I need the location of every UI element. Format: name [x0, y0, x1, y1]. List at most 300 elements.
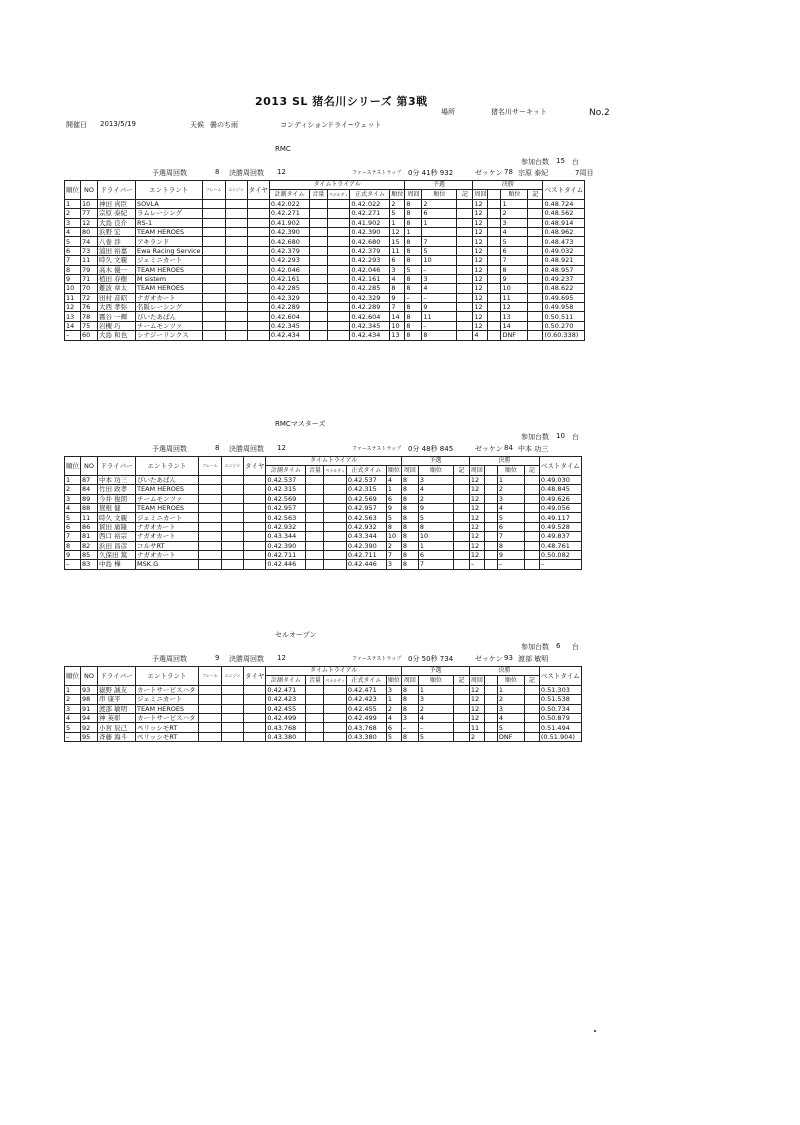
final-laps-cell: –	[469, 560, 484, 569]
best-time-cell: 0.49.958	[543, 303, 585, 312]
frame-cell	[199, 695, 222, 704]
rank-cell: 8	[65, 541, 81, 550]
col-final-laps: 周回	[470, 466, 483, 474]
heat-note-cell	[457, 312, 473, 321]
heat-rank-cell: 10	[418, 532, 453, 541]
heat-rank-cell: 8	[422, 331, 457, 340]
table-row	[65, 237, 585, 246]
final-note-cell	[528, 303, 543, 312]
driver-cell: 田村 音昭	[98, 293, 136, 302]
tire-cell	[247, 237, 269, 246]
col-final-note: 記	[524, 466, 539, 475]
heat-rank-cell: 3	[422, 274, 457, 283]
engine-cell	[222, 494, 244, 503]
entrant-cell: チームモンツァ	[136, 494, 199, 503]
heat-laps-cell: 8	[405, 321, 422, 330]
col-scale: 音量	[306, 676, 324, 685]
final-laps-cell: 4	[473, 331, 488, 340]
final-rank-cell: 3	[501, 218, 528, 227]
engine-cell	[225, 293, 247, 302]
final-note-cell	[528, 199, 543, 208]
engine-cell	[222, 532, 244, 541]
page-title: 2013 SL 猪名川シリーズ 第3戦	[255, 95, 428, 108]
scale-cell	[309, 274, 327, 283]
col-rank: 順位	[65, 181, 81, 200]
final-laps-cell: 12	[469, 475, 484, 484]
heat-laps-cell: 8	[401, 550, 418, 559]
heat-laps-value: 8	[215, 444, 220, 452]
frame-cell	[199, 485, 222, 494]
heat-note-cell	[457, 218, 473, 227]
entries-value: 10	[556, 432, 565, 440]
car-no-cell: 60	[81, 331, 98, 340]
heat-laps-cell: 8	[401, 494, 418, 503]
engine-cell	[222, 513, 244, 522]
driver-cell: 岩槻 巧	[98, 321, 136, 330]
official-time-cell: 0.42.390	[346, 541, 386, 550]
entrant-cell: ぴいたあぱん	[136, 312, 203, 321]
col-timetrial: タイムトライアル	[269, 181, 405, 190]
final-note-cell	[524, 560, 539, 569]
final-laps-cell: 12	[473, 246, 488, 255]
car-no-cell: 73	[81, 246, 98, 255]
car-no-cell: 71	[81, 274, 98, 283]
heat-note-cell	[453, 732, 469, 741]
final-rank-cell: 9	[497, 550, 524, 559]
measured-time-cell: 0.42.434	[269, 331, 309, 340]
heat-rank-cell: 5	[418, 513, 453, 522]
entrant-cell: ラムレーシング	[136, 209, 203, 218]
car-no-cell: 77	[81, 209, 98, 218]
driver-cell: 小宮 辰己	[98, 723, 136, 732]
official-time-cell: 0.42.329	[350, 293, 390, 302]
engine-cell	[225, 227, 247, 236]
final-laps-cell: 11	[469, 723, 484, 732]
engine-cell	[225, 312, 247, 321]
col-heat-note: 記	[453, 676, 469, 685]
heat-note-cell	[453, 685, 469, 694]
scale-cell	[306, 541, 324, 550]
frame-cell	[202, 237, 225, 246]
heat-note-cell	[457, 237, 473, 246]
engine-cell	[225, 246, 247, 255]
fastest-no: 84	[504, 444, 513, 452]
tt-rank-cell: 3	[386, 685, 401, 694]
final-rank-cell: DNF	[501, 331, 528, 340]
engine-cell	[222, 541, 244, 550]
scale-cell	[309, 293, 327, 302]
fastest-lap-label: ファーステストラップ	[352, 170, 402, 176]
official-time-cell: 0.42.446	[346, 560, 386, 569]
rank-cell: 1	[65, 475, 81, 484]
heat-laps-cell: 8	[401, 695, 418, 704]
col-final: 決勝	[469, 667, 539, 676]
final-rank-cell: –	[497, 560, 524, 569]
driver-cell: 八巻 渉	[98, 237, 136, 246]
driver-cell: 嶽野 誠友	[98, 685, 136, 694]
best-time-cell: 0.49.117	[539, 513, 581, 522]
measured-time-cell: 0.42.957	[266, 503, 306, 512]
col-final-laps: 周回	[474, 190, 487, 198]
final-blank-cell	[484, 695, 497, 704]
heat-note-cell	[457, 284, 473, 293]
final-note-cell	[528, 274, 543, 283]
tire-cell	[247, 199, 269, 208]
tt-rank-cell: 15	[390, 237, 405, 246]
best-time-cell: 0.49.032	[543, 246, 585, 255]
col-entrant: エントラント	[136, 667, 199, 686]
scale-cell	[306, 494, 324, 503]
scale-cell	[306, 532, 324, 541]
tt-rank-cell: 3	[386, 560, 401, 569]
heat-rank-cell: 4	[418, 713, 453, 722]
final-laps-label: 決勝周回数	[229, 655, 264, 663]
entrant-cell: RS-1	[136, 218, 203, 227]
final-blank-cell	[484, 485, 497, 494]
driver-cell: 大西 孝弥	[98, 303, 136, 312]
tire-cell	[244, 560, 266, 569]
final-laps-cell: 12	[469, 685, 484, 694]
condition-label: コンディション	[280, 121, 329, 129]
fastest-driver: 渡部 敏明	[518, 655, 549, 663]
rank-cell: 4	[65, 713, 81, 722]
final-note-cell	[524, 522, 539, 531]
col-rank: 順位	[65, 457, 81, 476]
heat-rank-cell: 10	[422, 256, 457, 265]
best-time-cell: 0.49.837	[539, 532, 581, 541]
table-row	[65, 513, 582, 522]
final-blank-cell	[488, 256, 501, 265]
entrant-cell: シナジーリンクス	[136, 331, 203, 340]
tire-cell	[244, 513, 266, 522]
best-time-cell: 0.50.879	[539, 713, 581, 722]
heat-laps-cell: 8	[405, 312, 422, 321]
driver-cell: 植田 春樹	[98, 274, 136, 283]
best-time-cell: 0.48.962	[543, 227, 585, 236]
best-time-cell: (0.51.904)	[539, 732, 581, 741]
heat-note-cell	[457, 256, 473, 265]
driver-cell: 宗原 泰紀	[98, 209, 136, 218]
car-no-cell: 84	[81, 485, 98, 494]
tire-cell	[247, 246, 269, 255]
col-final-blank	[488, 190, 501, 199]
tt-rank-cell: 3	[390, 265, 405, 274]
heat-laps-cell: 8	[401, 532, 418, 541]
scale-cell	[306, 475, 324, 484]
car-no-cell: 91	[81, 704, 98, 713]
driver-cell: 竹田 政孝	[98, 485, 136, 494]
final-blank-cell	[488, 274, 501, 283]
col-heat-note: 記	[453, 466, 469, 475]
tt-rank-cell: 11	[390, 246, 405, 255]
final-note-cell	[528, 209, 543, 218]
entrant-cell: ジェミニカート	[136, 256, 203, 265]
rank-cell: 10	[65, 284, 81, 293]
engine-cell	[225, 237, 247, 246]
rank-cell: 2	[65, 695, 81, 704]
frame-cell	[199, 503, 222, 512]
car-no-cell: 10	[81, 199, 98, 208]
official-time-cell: 0.42.680	[350, 237, 390, 246]
best-time-cell: 0.48.473	[543, 237, 585, 246]
entrant-cell: ジェミニカート	[136, 513, 199, 522]
engine-cell	[225, 274, 247, 283]
final-rank-cell: 8	[497, 541, 524, 550]
table-row	[65, 713, 582, 722]
final-blank-cell	[488, 293, 501, 302]
heat-rank-cell: 4	[422, 284, 457, 293]
final-note-cell	[524, 685, 539, 694]
frame-cell	[202, 227, 225, 236]
entrant-cell: コルサRT	[136, 541, 199, 550]
scale-cell	[306, 485, 324, 494]
col-heat: 予選	[405, 181, 473, 190]
final-rank-cell: 3	[497, 494, 524, 503]
official-time-cell: 0.42.379	[350, 246, 390, 255]
col-best: ベストタイム	[539, 667, 581, 686]
penalty-cell	[324, 503, 346, 512]
heat-note-cell	[453, 550, 469, 559]
heat-note-cell	[453, 541, 469, 550]
heat-note-cell	[457, 246, 473, 255]
heat-laps-cell: 8	[405, 209, 422, 218]
entrant-cell: ジェミニカート	[136, 695, 199, 704]
official-time-cell: 0.42.271	[350, 209, 390, 218]
entrant-cell: 名阪レーシング	[136, 303, 203, 312]
table-row	[65, 265, 585, 274]
heat-laps-cell: 8	[401, 704, 418, 713]
tire-cell	[247, 274, 269, 283]
tt-rank-cell: 6	[386, 494, 401, 503]
heat-laps-cell: 8	[401, 485, 418, 494]
heat-laps-cell: 3	[401, 713, 418, 722]
rank-cell: 9	[65, 274, 81, 283]
official-time-cell: 0.42.289	[350, 303, 390, 312]
tt-rank-cell: 12	[390, 227, 405, 236]
tire-cell	[244, 522, 266, 531]
rank-cell: 2	[65, 485, 81, 494]
final-rank-cell: 1	[497, 685, 524, 694]
entrant-cell: TEAM HEROES	[136, 284, 203, 293]
rank-cell: 12	[65, 303, 81, 312]
frame-cell	[199, 494, 222, 503]
measured-time-cell: 0.42.022	[269, 199, 309, 208]
rank-cell: 3	[65, 494, 81, 503]
final-laps-cell: 12	[473, 303, 488, 312]
entrant-cell: ナガオカート	[136, 522, 199, 531]
final-laps-label: 決勝周回数	[229, 169, 264, 177]
final-blank-cell	[488, 237, 501, 246]
heat-laps-cell: –	[401, 723, 418, 732]
heat-rank-cell: –	[422, 265, 457, 274]
rank-cell: 5	[65, 237, 81, 246]
scale-cell	[309, 284, 327, 293]
best-time-cell: 0.49.056	[539, 503, 581, 512]
scale-cell	[306, 713, 324, 722]
tire-cell	[247, 227, 269, 236]
official-time-cell: 0.42.161	[350, 274, 390, 283]
final-note-cell	[524, 532, 539, 541]
col-engine: エンジン	[222, 457, 244, 476]
col-entrant: エントラント	[136, 457, 199, 476]
official-time-cell: 0.42.046	[350, 265, 390, 274]
final-rank-cell: 12	[501, 303, 528, 312]
final-rank-cell: 6	[497, 522, 524, 531]
penalty-cell	[324, 494, 346, 503]
measured-time-cell: 0.42.471	[266, 685, 306, 694]
car-no-cell: 11	[81, 256, 98, 265]
col-heat: 予選	[401, 667, 469, 676]
col-penalty: ペナルティ	[327, 190, 349, 199]
tire-cell	[244, 494, 266, 503]
heat-note-cell	[457, 331, 473, 340]
col-timetrial: タイムトライアル	[266, 457, 402, 466]
entrant-cell: カートサービスハタ	[136, 685, 199, 694]
tire-cell	[247, 303, 269, 312]
best-time-cell: 0.49.030	[539, 475, 581, 484]
driver-cell: 貿田 廣隆	[98, 522, 136, 531]
heat-laps-cell: 8	[401, 732, 418, 741]
measured-time-cell: 0.42.604	[269, 312, 309, 321]
engine-cell	[225, 303, 247, 312]
measured-time-cell: 0.42.390	[266, 541, 306, 550]
best-time-cell: –	[539, 560, 581, 569]
official-time-cell: 0.42.315	[346, 485, 386, 494]
col-timetrial: タイムトライアル	[266, 667, 402, 676]
col-heat-laps: 周回	[401, 676, 418, 685]
rank-cell: 5	[65, 723, 81, 732]
tt-rank-cell: 4	[386, 713, 401, 722]
final-laps-cell: 12	[473, 209, 488, 218]
frame-cell	[202, 246, 225, 255]
rank-cell: 4	[65, 227, 81, 236]
best-time-cell: 0.50.734	[539, 704, 581, 713]
final-laps-cell: 12	[469, 695, 484, 704]
heat-laps-cell: 8	[401, 513, 418, 522]
final-rank-cell: 8	[501, 265, 528, 274]
official-time-cell: 0.42.537	[346, 475, 386, 484]
frame-cell	[202, 321, 225, 330]
tire-cell	[244, 485, 266, 494]
col-no: NO	[81, 457, 98, 476]
col-final-rank: 順位	[497, 676, 524, 685]
frame-cell	[202, 209, 225, 218]
rank-cell: 5	[65, 513, 81, 522]
final-rank-cell: 2	[497, 485, 524, 494]
col-official: 正式タイム	[346, 676, 386, 685]
heat-laps-cell: 8	[401, 475, 418, 484]
final-rank-cell: 7	[501, 256, 528, 265]
car-no-cell: 78	[81, 312, 98, 321]
final-note-cell	[528, 331, 543, 340]
final-blank-cell	[488, 265, 501, 274]
best-time-cell: 0.49.626	[539, 494, 581, 503]
tt-rank-cell: 2	[386, 541, 401, 550]
penalty-cell	[327, 312, 349, 321]
entries-unit: 台	[572, 433, 579, 441]
tt-rank-cell: 1	[386, 695, 401, 704]
col-best: ベストタイム	[543, 181, 585, 200]
final-blank-cell	[484, 560, 497, 569]
heat-note-cell	[453, 723, 469, 732]
driver-cell: 大島 良介	[98, 218, 136, 227]
final-note-cell	[528, 293, 543, 302]
penalty-cell	[324, 695, 346, 704]
official-time-cell: 0.42.932	[346, 522, 386, 531]
engine-cell	[222, 713, 244, 722]
final-blank-cell	[488, 321, 501, 330]
table-row	[65, 695, 582, 704]
final-rank-cell: 4	[497, 713, 524, 722]
entrant-cell: ナガオカート	[136, 532, 199, 541]
scale-cell	[306, 503, 324, 512]
penalty-cell	[327, 246, 349, 255]
scale-cell	[306, 550, 324, 559]
driver-cell: 賀根 健	[98, 503, 136, 512]
car-no-cell: 88	[81, 503, 98, 512]
penalty-cell	[324, 485, 346, 494]
col-tt-rank: 順位	[387, 676, 400, 684]
final-note-cell	[524, 550, 539, 559]
final-note-cell	[524, 713, 539, 722]
car-no-cell: 89	[81, 494, 98, 503]
car-no-cell: 79	[81, 265, 98, 274]
table-row	[65, 503, 582, 512]
heat-note-cell	[453, 713, 469, 722]
penalty-cell	[327, 237, 349, 246]
car-no-cell: 74	[81, 237, 98, 246]
entrant-cell: TEAM HEROES	[136, 503, 199, 512]
scale-cell	[309, 321, 327, 330]
tire-cell	[244, 713, 266, 722]
final-laps-cell: 12	[473, 293, 488, 302]
heat-note-cell	[457, 274, 473, 283]
class-name: RMC	[275, 145, 291, 153]
official-time-cell: 0.42.499	[346, 713, 386, 722]
best-time-cell: 0.48.957	[543, 265, 585, 274]
penalty-cell	[324, 513, 346, 522]
final-note-cell	[524, 513, 539, 522]
heat-rank-cell: 11	[422, 312, 457, 321]
frame-cell	[199, 704, 222, 713]
best-time-cell: (0.60.338)	[543, 331, 585, 340]
table-row	[65, 704, 582, 713]
heat-laps-label: 予選周回数	[152, 445, 187, 453]
official-time-cell: 0.42.390	[350, 227, 390, 236]
final-note-cell	[524, 503, 539, 512]
date-value: 2013/5/19	[100, 120, 136, 128]
col-tt-rank: 順位	[387, 466, 400, 474]
heat-rank-cell: –	[422, 293, 457, 302]
final-blank-cell	[484, 723, 497, 732]
final-laps-cell: 12	[473, 199, 488, 208]
heat-laps-cell: –	[405, 293, 422, 302]
heat-rank-cell: 6	[422, 209, 457, 218]
car-no-cell: 70	[81, 284, 98, 293]
final-laps-cell: 12	[473, 237, 488, 246]
col-heat-rank: 順位	[418, 466, 453, 475]
official-time-cell: 0.42.957	[346, 503, 386, 512]
car-no-cell: 12	[81, 218, 98, 227]
tire-cell	[244, 550, 266, 559]
scale-cell	[306, 695, 324, 704]
measured-time-cell: 0.42.563	[266, 513, 306, 522]
table-row	[65, 284, 585, 293]
final-rank-cell: 4	[497, 503, 524, 512]
driver-cell: 高木 優一	[98, 265, 136, 274]
col-engine: エンジン	[222, 667, 244, 686]
heat-rank-cell: 2	[418, 704, 453, 713]
